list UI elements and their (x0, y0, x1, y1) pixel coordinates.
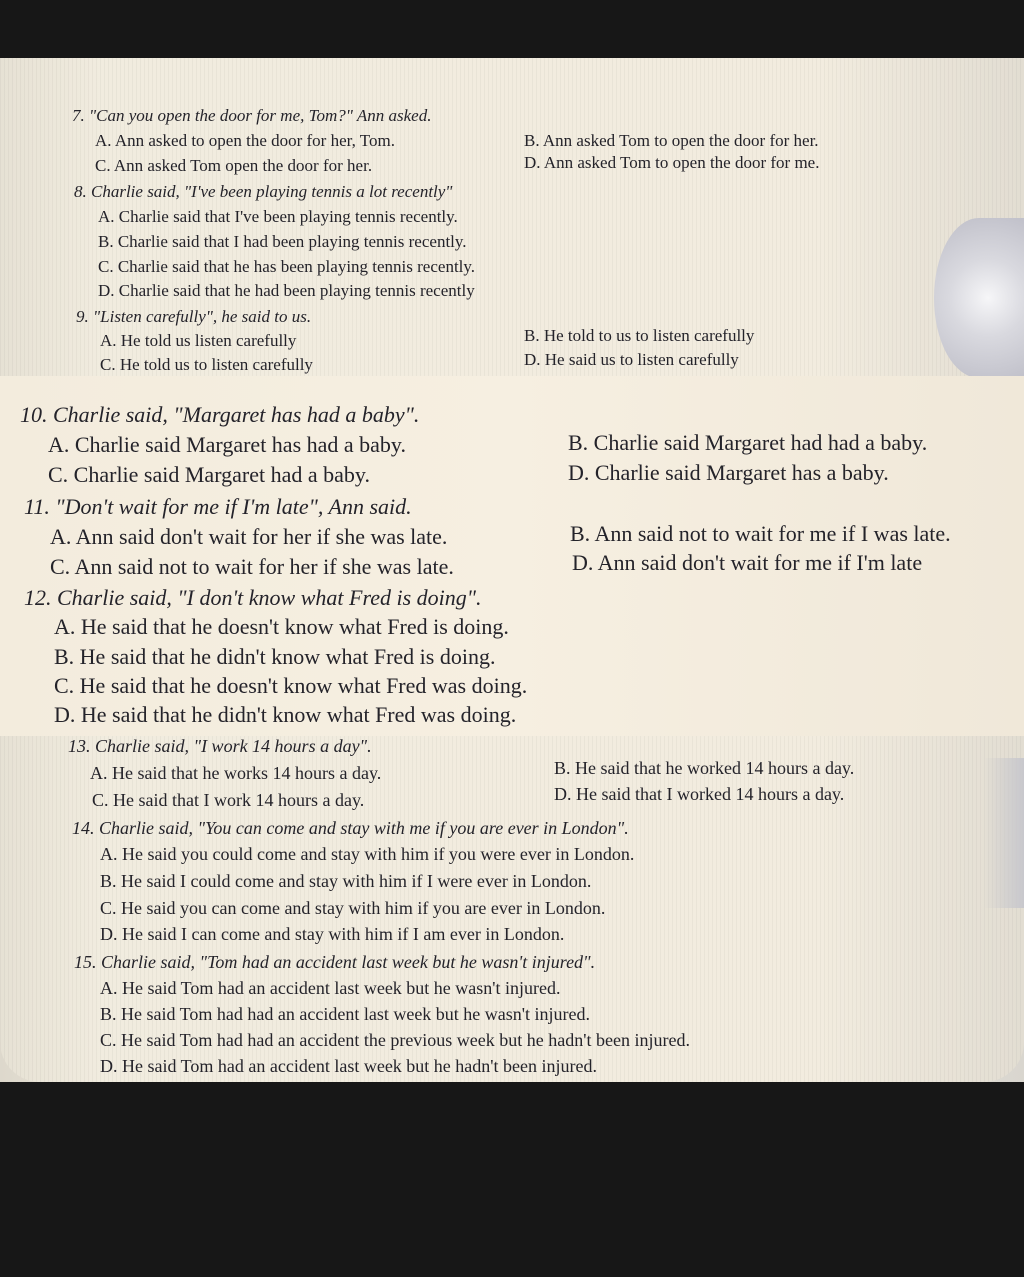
question-8-stem: 8. Charlie said, "I've been playing tennis a lot recently" (74, 182, 453, 201)
question-8-option-d: D. Charlie said that he had been playing tennis recently (98, 281, 475, 300)
question-13-stem: 13. Charlie said, "I work 14 hours a day". (68, 736, 372, 756)
question-13-option-c: C. He said that I work 14 hours a day. (92, 790, 365, 810)
question-14-option-d: D. He said I can come and stay with him if I am ever in London. (100, 924, 565, 944)
question-15-stem: 15. Charlie said, "Tom had an accident last week but he wasn't injured". (74, 952, 596, 972)
question-7-option-c: C. Ann asked Tom open the door for her. (95, 156, 373, 175)
question-10-option-c: C. Charlie said Margaret had a baby. (48, 462, 370, 487)
question-7-option-a: A. Ann asked to open the door for her, Tom. (95, 131, 395, 150)
question-11-option-d: D. Ann said don't wait for me if I'm late (572, 550, 923, 575)
question-14-option-b: B. He said I could come and stay with him if I were ever in London. (100, 871, 592, 891)
question-14-option-a: A. He said you could come and stay with him if you were ever in London. (100, 844, 635, 864)
bottom-black-bar (0, 1082, 1024, 1277)
question-8-option-a: A. Charlie said that I've been playing tennis recently. (98, 207, 458, 226)
question-10-stem: 10. Charlie said, "Margaret has had a baby". (20, 402, 420, 427)
worksheet-section-middle (0, 376, 1024, 736)
question-15-option-a: A. He said Tom had an accident last week but he wasn't injured. (100, 978, 561, 998)
question-12-option-c: C. He said that he doesn't know what Fred was doing. (54, 673, 528, 698)
question-11-option-c: C. Ann said not to wait for her if she was late. (50, 554, 454, 579)
question-13-option-d: D. He said that I worked 14 hours a day. (554, 784, 845, 804)
question-12-stem: 12. Charlie said, "I don't know what Fred is doing". (24, 585, 482, 610)
question-7-option-d: D. Ann asked Tom to open the door for me. (524, 153, 820, 172)
question-13-option-b: B. He said that he worked 14 hours a day. (554, 758, 855, 778)
question-8-option-c: C. Charlie said that he has been playing tennis recently. (98, 257, 476, 276)
question-8-option-b: B. Charlie said that I had been playing tennis recently. (98, 232, 467, 251)
question-11-option-a: A. Ann said don't wait for her if she was late. (50, 524, 448, 549)
question-15-option-d: D. He said Tom had an accident last week but he hadn't been injured. (100, 1056, 597, 1076)
question-7-option-b: B. Ann asked Tom to open the door for her. (524, 131, 819, 150)
question-12-option-d: D. He said that he didn't know what Fred was doing. (54, 702, 517, 727)
question-10-option-a: A. Charlie said Margaret has had a baby. (48, 432, 406, 457)
light-glare-bottom (984, 758, 1024, 908)
question-9-option-c: C. He told us to listen carefully (100, 355, 313, 374)
question-13-option-a: A. He said that he works 14 hours a day. (90, 763, 382, 783)
question-12-option-a: A. He said that he doesn't know what Fred is doing. (54, 614, 509, 639)
worksheet-section-top (0, 58, 1024, 376)
question-11-option-b: B. Ann said not to wait for me if I was late. (570, 521, 951, 546)
worksheet-section-bottom (0, 736, 1024, 1082)
question-15-option-b: B. He said Tom had had an accident last week but he wasn't injured. (100, 1004, 591, 1024)
question-9-option-b: B. He told to us to listen carefully (524, 326, 755, 345)
question-10-option-b: B. Charlie said Margaret had had a baby. (568, 430, 928, 455)
worksheet-photo (0, 58, 1024, 1082)
question-12-option-b: B. He said that he didn't know what Fred is doing. (54, 644, 496, 669)
question-9-stem: 9. "Listen carefully", he said to us. (76, 307, 312, 326)
light-glare (934, 218, 1024, 378)
question-10-option-d: D. Charlie said Margaret has a baby. (568, 460, 889, 485)
question-11-stem: 11. "Don't wait for me if I'm late", Ann said. (24, 494, 412, 519)
question-9-option-a: A. He told us listen carefully (100, 331, 297, 350)
question-9-option-d: D. He said us to listen carefully (524, 350, 739, 369)
question-14-stem: 14. Charlie said, "You can come and stay with me if you are ever in London". (72, 818, 629, 838)
question-15-option-c: C. He said Tom had had an accident the previous week but he hadn't been injured. (100, 1030, 690, 1050)
question-7-stem: 7. "Can you open the door for me, Tom?" Ann asked. (72, 106, 432, 125)
question-14-option-c: C. He said you can come and stay with him if you are ever in London. (100, 898, 606, 918)
